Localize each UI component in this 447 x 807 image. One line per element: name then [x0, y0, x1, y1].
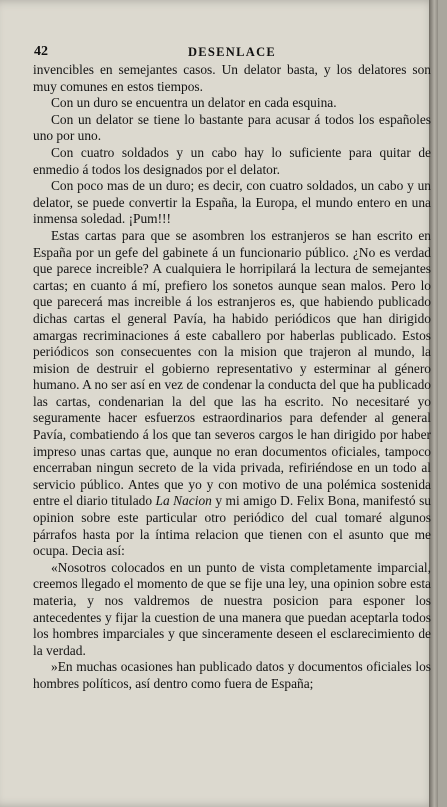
paragraph-3: Con un delator se tiene lo bastante para acusar á todos los españoles uno por uno. [33, 111, 431, 144]
paragraph-6-text: Estas cartas para que se asombren los estranjeros se han escrito en España por un gefe del gabinete á un funcionario público. ¿No es verdad que parece increible? A cualquiera le horripilará la lectura de semejantes cartas; en cuanto á mí, prefiero los sonetos aunque sean malos. Pero lo que parecerá mas increible á los estranjeros es, que habiendo publicado dichas cartas el general Pavía, ha habido periódicos que han dirigido amargas recriminaciones á este caballero por haberlas publicado. Estos periódicos son consecuentes con la mision que trajeron al mundo, la mision de destruir el gobierno representativo y esterminar al género humano. A no ser así en vez de condenar la conducta del que ha publicado las cartas, condenarian la del que las ha escrito. No necesitaré yo seguramente hacer esfuerzos estraordinarios para defender al general Pavía, combatiendo á los que tan severos cargos le han dirigido por haber impreso unas cartas que, aunque no eran documentos oficiales, tampoco encerraban ningun secreto de la vida privada, refiriéndose en un todo al servicio público. Antes que yo y con motivo de una polémica sostenida entre el diario titulado [33, 227, 431, 509]
body-text [33, 62, 431, 693]
page-header [34, 44, 430, 62]
paragraph-4: Con cuatro soldados y un cabo hay lo suficiente para quitar de enmedio á todos los designados por el delator. [33, 144, 431, 177]
quoted-paragraph-1: «Nosotros colocados en un punto de vista completamente imparcial, creemos llegado el momento de que se fije una ley, una opinion sobre esta materia, y nos valdremos de nuestra posicion para esponer los antecedentes y fijar la cuestion de una manera que puedan aceptarla todos los hombres imparciales y que sinceramente deseen el esclarecimiento de la verdad. [33, 559, 431, 658]
paragraph-6-tail: y mi amigo D. Felix Bona, manifestó su opinion sobre este particular otro periódico del cual tomaré algunos párrafos hasta por la íntima relacion que tienen con el asunto que me ocupa. Decia así: [33, 493, 431, 559]
paragraph-2: Con un duro se encuentra un delator en cada esquina. [51, 95, 337, 111]
quoted-paragraph-2: »En muchas ocasiones han publicado datos y documentos oficiales los hombres políticos, así dentro como fuera de España; [33, 659, 431, 691]
newspaper-name: La Nacion [155, 493, 212, 509]
running-title: DESENLACE [187, 45, 277, 59]
paragraph-1: invencibles en semejantes casos. Un delator basta, y los delatores son muy comunes en estos tiempos. [33, 62, 431, 94]
paragraph-5: Con poco mas de un duro; es decir, con cuatro soldados, un cabo y un delator, se puede convertir la España, la Europa, el mundo entero en una inmensa soledad. ¡Pum!!! [33, 178, 431, 227]
paragraph-6 [33, 228, 431, 560]
page-number: 42 [34, 44, 48, 59]
